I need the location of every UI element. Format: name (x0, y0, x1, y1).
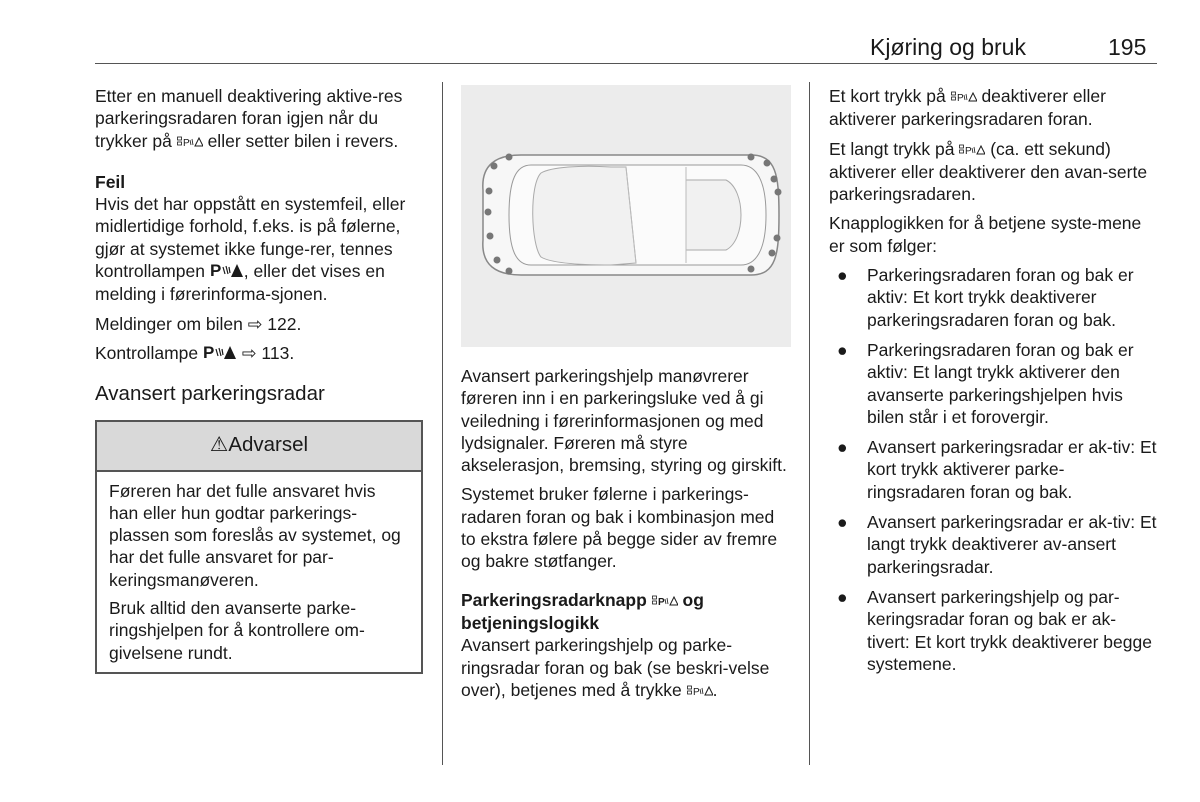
col3-p1-text-b: deaktiverer eller aktiverer parkeringsradaren foran. (829, 86, 1106, 130)
feil-text-a: Hvis det har oppstått en systemfeil, eller midlertidige forhold, f.eks. is på følerne, gjør at systemet ikke funge-rer, tennes kontrollampen (95, 194, 406, 282)
intro-text-b: eller setter bilen i revers. (207, 130, 399, 151)
page-number: 195 (1108, 34, 1147, 60)
bullet-icon: ● (837, 437, 848, 458)
meldinger-page-ref[interactable]: 122. (267, 313, 302, 334)
car-sensor-figure (461, 85, 791, 347)
parking-assist-button-icon (951, 86, 977, 108)
svg-text:P: P (692, 686, 700, 697)
bullet-icon: ● (837, 586, 848, 607)
parking-radar-warning-lamp-icon (203, 343, 237, 365)
parking-assist-button-icon (687, 680, 713, 702)
warning-paragraph-2: Bruk alltid den avanserte parke-ringshjelpen for å kontrollere om-givelsene rundt. (109, 598, 365, 663)
button-logic-heading-b: og betjeningslogikk (461, 589, 704, 633)
svg-text:P: P (657, 596, 665, 607)
arrow-ref-icon: ⇨ (247, 313, 263, 334)
col2-paragraph-2: Systemet bruker følerne i parkerings-radaren foran og bak i kombinasjon med to ekstra følere på begge sider av fremre og bakre støtfanger. (461, 484, 778, 572)
parking-assist-button-icon (652, 590, 678, 612)
intro-paragraph (95, 85, 423, 153)
list-item (829, 586, 1157, 675)
kontroll-page-ref[interactable]: 113. (261, 342, 295, 363)
col2-paragraph-1: Avansert parkeringshjelp manøvrerer føreren inn i en parkeringsluke ved å gi veiledning i førerinformasjonen og med lydsignaler. Føreren må styre akselerasjon, bremsing, styring og girskift. (461, 366, 787, 476)
column-divider-2 (809, 82, 810, 765)
column-2 (461, 365, 791, 709)
list-item (829, 264, 1157, 331)
feil-text-b: , eller det vises en melding i førerinforma-sjonen. (95, 261, 385, 305)
parking-radar-warning-lamp-icon (210, 261, 244, 283)
warning-paragraph-1: Føreren har det fulle ansvaret hvis han eller hun godtar parkerings-plassen som foreslås av systemet, og har det fulle ansvaret for par-keringsmanøveren. (109, 480, 401, 590)
intro-text-a: Etter en manuell deaktivering aktive-res parkeringsradaren foran igjen når du trykker på (95, 86, 403, 151)
list-item-text: Parkeringsradaren foran og bak er aktiv: Et langt trykk aktiverer den avanserte parkeringshjelpen hvis bilen står i et forovergir. (867, 339, 1134, 427)
list-item-text: Parkeringsradaren foran og bak er aktiv: Et kort trykk deaktiverer parkeringsradaren foran og bak. (867, 265, 1134, 330)
svg-text:P: P (956, 93, 964, 103)
column-divider-1 (442, 82, 443, 765)
section-heading: Avansert parkeringsradar (95, 382, 325, 406)
svg-text:P: P (203, 343, 215, 360)
parking-assist-button-icon (177, 131, 203, 153)
col2-paragraph-3: Avansert parkeringshjelp og parke-ringsradar foran og bak (se beskri-velse over), betjenes med å trykke P . (461, 634, 791, 702)
col3-paragraph-1 (829, 85, 1157, 131)
meldinger-line (95, 313, 423, 335)
col3-paragraph-3: Knapplogikken for å betjene syste-mene er som følger: (829, 213, 1142, 256)
warning-title: Advarsel (228, 433, 309, 457)
car-top-view-illustration (461, 85, 791, 347)
list-item (829, 511, 1157, 578)
warning-body (97, 472, 421, 672)
list-item (829, 436, 1157, 503)
warning-header (97, 422, 421, 472)
bullet-icon: ● (837, 265, 848, 286)
parking-assist-button-icon (959, 139, 985, 161)
list-item (829, 339, 1157, 428)
meldinger-text: Meldinger om bilen (95, 313, 243, 334)
button-logic-heading (461, 589, 791, 635)
column-1 (95, 85, 423, 674)
feil-paragraph (95, 193, 423, 305)
kontroll-line (95, 342, 423, 365)
button-logic-heading-a: Parkeringsradarknapp (461, 589, 647, 610)
column-3 (829, 85, 1157, 683)
col3-paragraph-2 (829, 138, 1157, 206)
bullet-icon: ● (837, 339, 848, 360)
col2-paragraph-3-text: Avansert parkeringshjelp og parke-ringsradar foran og bak (se beskri-velse over), betjenes med å trykke (461, 635, 770, 700)
bullet-icon: ● (837, 512, 848, 533)
col3-p2-text-b: (ca. ett sekund) aktiverer eller deaktiverer den avan-serte parkeringsradaren. (829, 138, 1148, 205)
list-item-text: Avansert parkeringshjelp og par-keringsradar foran og bak er ak-tivert: Et kort trykk deaktiverer begge systemene. (867, 586, 1152, 674)
col3-p1-text-a: Et kort trykk på (829, 86, 946, 106)
feil-heading: Feil (95, 171, 126, 192)
header-title: Kjøring og bruk (870, 34, 1026, 60)
svg-text:P: P (209, 262, 222, 279)
warning-triangle-icon: ⚠ (209, 433, 229, 457)
button-logic-list (829, 264, 1157, 675)
header-rule (95, 63, 1157, 64)
list-item-text: Avansert parkeringsradar er ak-tiv: Et kort trykk aktiverer parke-ringsradaren foran og bak. (867, 437, 1157, 502)
warning-box (95, 420, 423, 674)
svg-text:P: P (965, 145, 973, 156)
list-item-text: Avansert parkeringsradar er ak-tiv: Et langt trykk deaktiverer av-ansert parkeringsradar. (867, 512, 1157, 577)
arrow-ref-icon: ⇨ (241, 342, 257, 363)
svg-text:P: P (182, 137, 190, 148)
kontroll-text: Kontrollampe (95, 342, 199, 363)
col3-p2-text-a: Et langt trykk på (829, 138, 955, 159)
